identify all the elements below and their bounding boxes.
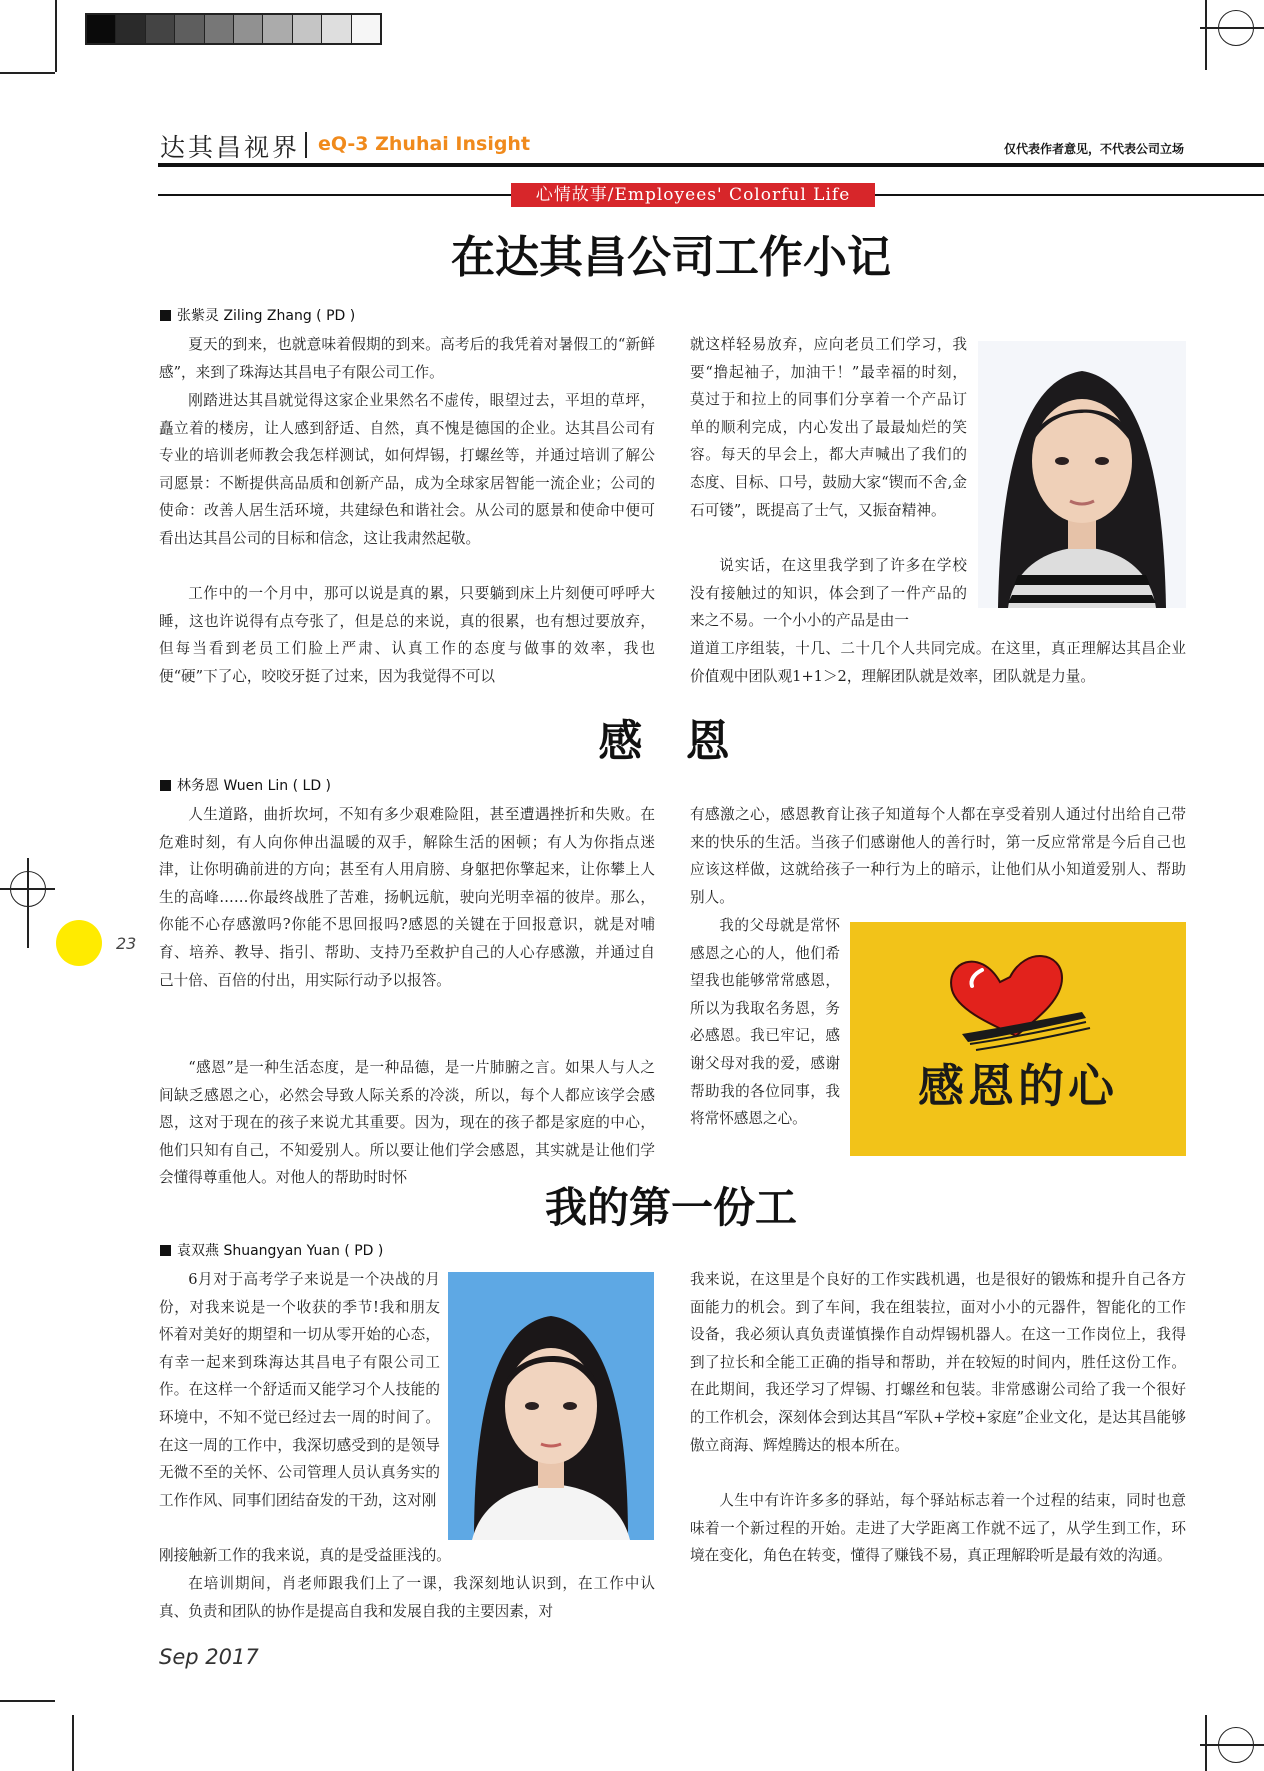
crop-mark bbox=[55, 0, 57, 72]
paragraph: 道道工序组装，十几、二十几个人共同完成。在这里，真正理解达其昌企业价值观中团队观1+1＞2，理解团队就是效率，团队就是力量。 bbox=[690, 640, 1186, 685]
paragraph: “感恩”是一种生活态度，是一种品德，是一片肺腑之言。如果人与人之间缺乏感恩之心，必然会导致人际关系的冷淡，所以，每个人都应该学会感恩，这对于现在的孩子来说尤其重要。因为，现在的孩子都是家庭的中心，他们只知有自己，不知爱别人。所以要让他们学会感恩，其实就是让他们学会懂得尊重他人。对他人的帮助时时怀 bbox=[159, 1059, 655, 1187]
paragraph: 6月对于高考学子来说是一个决战的月份，对我来说是一个收获的季节!我和朋友怀着对美好的期望和一切从零开始的心态，有幸一起来到珠海达其昌电子有限公司工作。在这样一个舒适而又能学习个人技能的环境中，不知不觉已经过去一周的时间了。在这一周的工作中，我深切感受到的是领导无微不至的关怀、公司管理人员认真务实的工作作风、同事们团结奋发的干劲，这对刚 bbox=[159, 1271, 440, 1509]
crop-mark bbox=[72, 1715, 74, 1771]
byline-text: 袁双燕 Shuangyan Yuan ( PD ) bbox=[177, 1243, 384, 1259]
paragraph: 刚踏进达其昌就觉得这家企业果然名不虚传，眼望过去，平坦的草坪，矗立着的楼房，让人感到舒适、自然，真不愧是德国的企业。达其昌公司有专业的培训老师教会我怎样测试，如何焊锡，打螺丝等，并通过培训了解公司愿景：不断提供高品质和创新产品，成为全球家居智能一流企业；公司的使命：改善人居生活环境，共建绿色和谐社会。从公司的愿景和使命中便可看出达其昌公司的目标和信念，这让我肃然起敬。 bbox=[159, 392, 655, 547]
paragraph: 夏天的到来，也就意味着假期的到来。高考后的我凭着对暑假工的“新鲜感”，来到了珠海达其昌电子有限公司工作。 bbox=[159, 336, 655, 381]
byline-text: 林务恩 Wuen Lin ( LD ) bbox=[177, 778, 332, 794]
print-color-bar bbox=[85, 13, 382, 45]
crop-mark bbox=[1205, 1715, 1207, 1771]
crop-mark bbox=[1205, 0, 1207, 70]
issue-date: Sep 2017 bbox=[159, 1645, 259, 1669]
gratitude-poster bbox=[850, 922, 1186, 1156]
paragraph: 有感激之心，感恩教育让孩子知道每个人都在享受着别人通过付出给自己带来的快乐的生活。当孩子们感谢他人的善行时，第一反应常常是今后自己也应该这样做，这就给孩子一种行为上的暗示，让他们从小知道爱别人、帮助别人。 bbox=[690, 806, 1186, 906]
byline bbox=[160, 305, 355, 325]
paragraph: 刚接触新工作的我来说，真的是受益匪浅的。 bbox=[159, 1547, 451, 1564]
paragraph: 人生道路，曲折坎坷，不知有多少艰难险阻，甚至遭遇挫折和失败。在危难时刻，有人向你伸出温暖的双手，解除生活的困顿；有人为你指点迷津，让你明确前进的方向；甚至有人用肩膀、身躯把你擎起来，让你攀上人生的高峰……你最终战胜了苦难，扬帆远航，驶向光明幸福的彼岸。那么，你能不心存感激吗?你能不思回报吗?感恩的关键在于回报意识，就是对哺育、培养、教导、指引、帮助、支持乃至救护自己的人心存感激，并通过自己十倍、百倍的付出，用实际行动予以报答。 bbox=[159, 806, 655, 989]
crop-mark bbox=[0, 72, 55, 74]
header-divider bbox=[305, 132, 307, 158]
section-label: 心情故事/Employees' Colorful Life bbox=[511, 183, 875, 207]
magazine-title-cn: 达其昌视界 bbox=[160, 133, 301, 162]
paragraph: 我来说，在这里是个良好的工作实践机遇，也是很好的锻炼和提升自己各方面能力的机会。到了车间，我在组装拉，面对小小的元器件，智能化的工作设备，我必须认真负责谨慎操作自动焊锡机器人。在这一工作岗位上，我得到了拉长和全能工正确的指导和帮助，并在较短的时间内，胜任这份工作。在此期间，我还学习了焊锡、打螺丝和包装。非常感谢公司给了我一个很好的工作机会，深刻体会到达其昌“军队+学校+家庭”企业文化，是达其昌能够傲立商海、辉煌腾达的根本所在。 bbox=[690, 1271, 1186, 1454]
paragraph: 我的父母就是常怀感恩之心的人，他们希望我也能够常常感恩，所以为我取名务恩，务必感恩。我已牢记，感谢父母对我的爱，感谢帮助我的各位同事，我将常怀感恩之心。 bbox=[690, 917, 840, 1128]
paragraph: 就这样轻易放弃，应向老员工们学习，我要“撸起袖子，加油干！”最幸福的时刻，莫过于和拉上的同事们分享着一个产品订单的顺利完成，内心发出了最最灿烂的笑容。每天的早会上，都大声喊出了我们的态度、目标、口号，鼓励大家“锲而不舍,金石可镂”，既提高了士气，又振奋精神。 bbox=[690, 336, 967, 519]
byline bbox=[160, 775, 331, 795]
paragraph: 在培训期间，肖老师跟我们上了一课，我深刻地认识到，在工作中认真、负责和团队的协作是提高自我和发展自我的主要因素，对 bbox=[159, 1575, 655, 1620]
crop-mark bbox=[1200, 1744, 1264, 1746]
paragraph: 说实话，在这里我学到了许多在学校没有接触过的知识，体会到了一件产品的来之不易。一个小小的产品是由一 bbox=[690, 557, 967, 630]
magazine-title-en: eQ-3 Zhuhai Insight bbox=[318, 133, 531, 155]
crop-mark bbox=[27, 858, 29, 948]
disclaimer: 仅代表作者意见，不代表公司立场 bbox=[1003, 142, 1184, 156]
crop-mark bbox=[1200, 27, 1264, 29]
page-marker-dot bbox=[56, 920, 102, 966]
header-rule bbox=[158, 163, 1264, 167]
paragraph: 工作中的一个月中，那可以说是真的累，只要躺到床上片刻便可呼呼大睡，这也许说得有点夸张了，但是总的来说，真的很累，也有想过要放弃，但每当看到老员工们脸上严肃、认真工作的态度与做事的效率，我也便“硬”下了心，咬咬牙挺了过来，因为我觉得不可以 bbox=[159, 585, 655, 685]
article-title: 在达其昌公司工作小记 bbox=[451, 232, 891, 283]
article-title: 感 恩 bbox=[598, 716, 744, 767]
byline-text: 张紫灵 Ziling Zhang ( PD ) bbox=[177, 308, 356, 324]
byline bbox=[160, 1240, 383, 1260]
author-photo bbox=[978, 341, 1186, 608]
paragraph: 人生中有许许多多的驿站，每个驿站标志着一个过程的结束，同时也意味着一个新过程的开始。走进了大学距离工作就不远了，从学生到工作，环境在变化，角色在转变，懂得了赚钱不易，真正理解聆听是最有效的沟通。 bbox=[690, 1492, 1186, 1565]
article-title: 我的第一份工 bbox=[544, 1183, 797, 1232]
page-number: 23 bbox=[116, 934, 137, 953]
poster-caption: 感恩的心 bbox=[918, 1059, 1118, 1113]
crop-mark bbox=[0, 1700, 55, 1702]
author-photo bbox=[448, 1272, 654, 1540]
